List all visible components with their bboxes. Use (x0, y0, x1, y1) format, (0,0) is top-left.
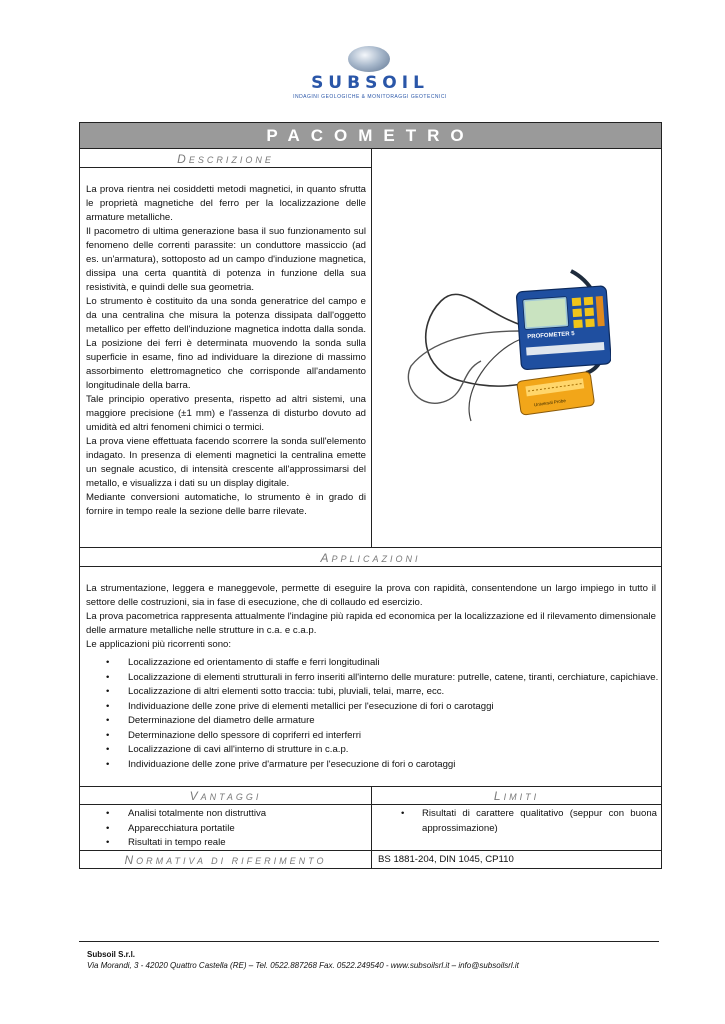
list-item: • Localizzazione ed orientamento di staffe e ferri longitudinali (80, 656, 660, 671)
footer-divider (79, 941, 659, 942)
list-item: • Individuazione delle zone prive di elementi metallici per l'esecuzione di fori o carotaggi (80, 700, 660, 715)
list-item: • Analisi totalmente non distruttiva (80, 807, 370, 822)
datasheet-table (79, 122, 662, 869)
probe-label: Universal Probe (533, 398, 567, 408)
list-item: • Localizzazione di cavi all'interno di strutture in c.a.p. (80, 743, 660, 758)
page-title: PACOMETRO (80, 123, 661, 149)
column-divider (371, 148, 372, 547)
section-header-applicazioni (80, 551, 661, 566)
list-item: • Determinazione dello spessore di copriferri ed interferri (80, 729, 660, 744)
applicazioni-list (80, 656, 660, 772)
section-header-vantaggi (80, 789, 371, 804)
descrizione-paragraph: Tale principio operativo presenta, rispetto ad altri sistemi, una maggiore precisione (±1 mm) e l'assenza di disturbo dovuto ad umidità ed altri fenomeni chimici o termici. (86, 394, 366, 433)
applicazioni-paragraph: La prova pacometrica rappresenta attualmente l'indagine più rapida ed economica per la localizzazione ed il rilevamento dimensionale delle armature metalliche nelle strutture in c.a. e c.a.p. (86, 611, 656, 636)
list-item: • Determinazione del diametro delle armature (80, 714, 660, 729)
divider (80, 167, 371, 168)
list-item: • Localizzazione di elementi strutturali in ferro inseriti all'interno delle murature: putrelle, catene, tiranti, cerchiature, capichiave. (80, 671, 660, 686)
pacometer-device-image (401, 261, 611, 431)
list-item: • Apparecchiatura portatile (80, 822, 370, 837)
section-header-vantaggi-label: VANTAGGI (189, 789, 262, 803)
divider (80, 804, 661, 805)
vantaggi-list (80, 807, 370, 851)
logo-sphere-icon (348, 46, 390, 72)
section-header-normativa-label: NORMATIVA DI RIFERIMENTO (124, 853, 327, 867)
descrizione-paragraph: La prova rientra nei cosiddetti metodi magnetici, in quanto sfrutta le proprietà magnetiche del ferro per la localizzazione delle armature metalliche. (86, 184, 366, 223)
logo-tagline: INDAGINI GEOLOGICHE & MONITORAGGI GEOTECNICI (293, 94, 447, 100)
divider (80, 850, 661, 851)
limiti-list (372, 807, 657, 836)
section-header-limiti-label: LIMITI (493, 789, 540, 803)
footer-address: Via Morandi, 3 - 42020 Quattro Castella (RE) – Tel. 0522.887268 Fax. 0522.249540 - www.subsoilsrl.it – info@subsoilsrl.it (87, 961, 519, 970)
device-screen-label: PROFOMETER 5 (527, 331, 575, 341)
descrizione-paragraph: Lo strumento è costituito da una sonda generatrice del campo e da una centralina che misura la potenza dissipata dall'oggetto metallico per effetto dell'induzione magnetica indotta dalla sonda. La posizione dei ferri è determinata muovendo la sonda sulla superficie in esame, fino ad individuare la direzione di massimo assorbimento elettromagnetico che corrisponde all'andamento longitudinale della barra. (86, 296, 366, 391)
list-item: • Individuazione delle zone prive d'armature per l'esecuzione di fori o carotaggi (80, 758, 660, 773)
list-item: • Risultati di carattere qualitativo (seppur con buona approssimazione) (372, 807, 657, 836)
applicazioni-text (86, 582, 656, 652)
section-header-applicazioni-label: APPLICAZIONI (320, 551, 421, 565)
list-item: • Risultati in tempo reale (80, 836, 370, 851)
section-header-limiti (372, 789, 661, 804)
descrizione-paragraph: La prova viene effettuata facendo scorrere la sonda sull'elemento indagato. In presenza di elementi magnetici la centralina emette un segnale acustico, di intensità crescente all'approssimarsi del metallo, e visualizza i dati su un display digitale. (86, 436, 366, 489)
applicazioni-paragraph: La strumentazione, leggera e maneggevole, permette di eseguire la prova con rapidità, consentendone un largo impiego in tutto il settore delle costruzioni, sia in fase di esecuzione, che di collaudo ed esercizio. (86, 583, 656, 608)
section-header-descrizione (80, 152, 371, 167)
logo-wordmark: SUBSOIL (311, 73, 429, 93)
divider (80, 547, 661, 548)
list-item: • Localizzazione di altri elementi sotto traccia: tubi, pluviali, telai, marre, ecc. (80, 685, 660, 700)
applicazioni-paragraph: Le applicazioni più ricorrenti sono: (86, 639, 232, 650)
section-header-normativa (80, 853, 371, 868)
descrizione-text (86, 183, 366, 519)
company-logo (290, 44, 450, 102)
section-header-descrizione-label: DESCRIZIONE (177, 152, 274, 166)
descrizione-paragraph: Il pacometro di ultima generazione basa il suo funzionamento sul fenomeno delle correnti parassite: un conduttore massiccio (ad es. un'armatura), sottoposto ad un campo d'induzione magnetica, dissipa una certa quantità di potenza in funzione della sua resistività, e quindi delle sua geometria. (86, 226, 366, 293)
descrizione-paragraph: Mediante conversioni automatiche, lo strumento è in grado di fornire in tempo reale la sezione delle barre rilevate. (86, 492, 366, 517)
divider (80, 566, 661, 567)
footer-company: Subsoil S.r.l. (87, 950, 136, 959)
normativa-value: BS 1881-204, DIN 1045, CP110 (378, 854, 514, 865)
